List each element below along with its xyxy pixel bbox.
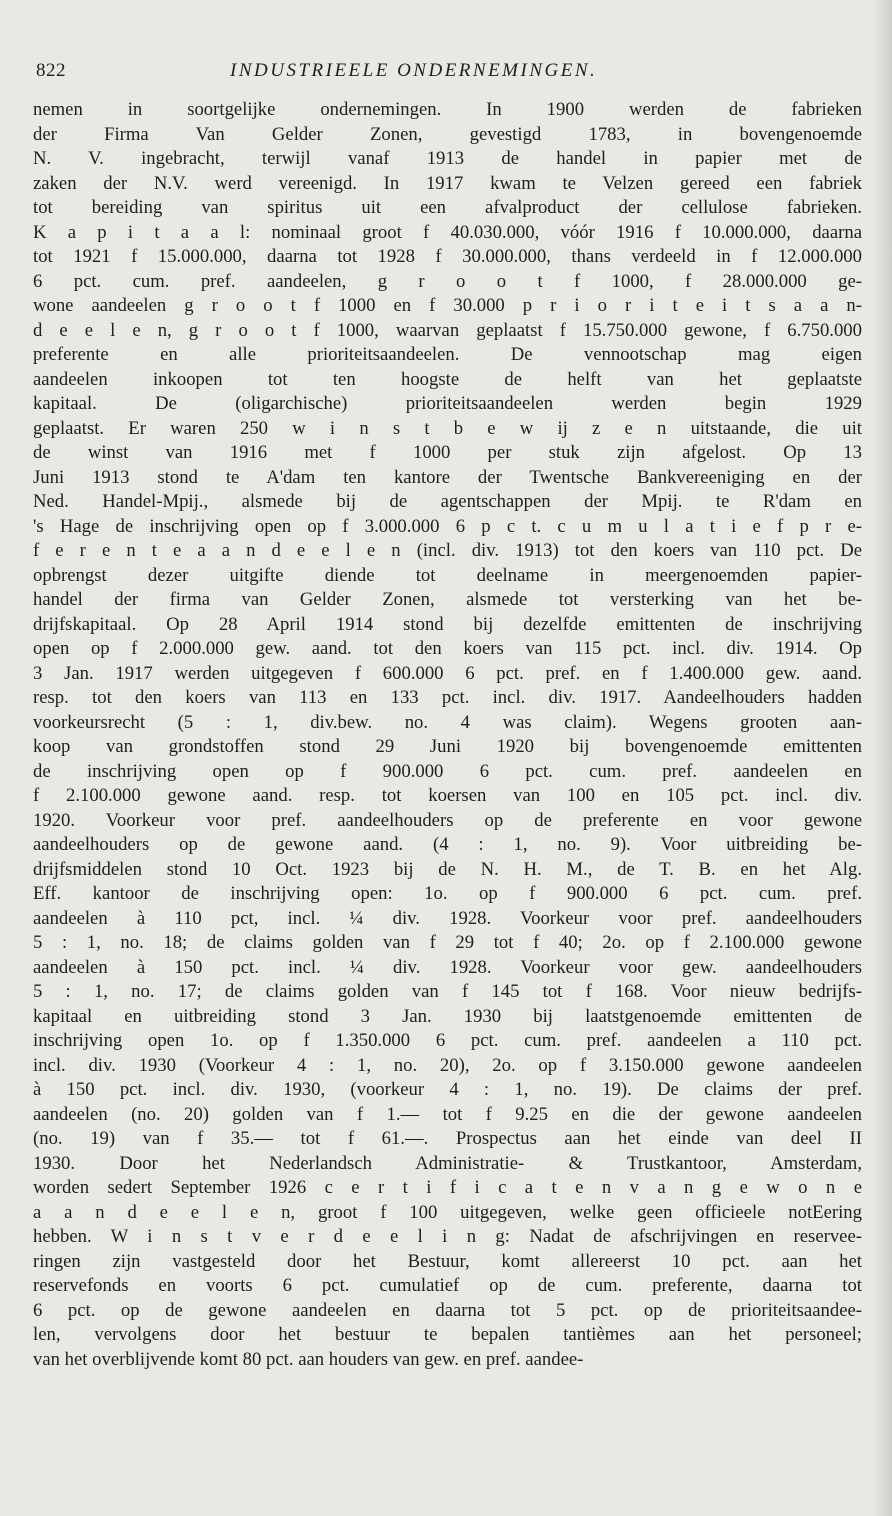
body-text	[33, 98, 862, 1372]
text-line: 5 : 1, no. 18; de claims golden van f 29 tot f 40; 2o. op f 2.100.000 gewone	[33, 932, 862, 953]
text-line: aandeelen inkoopen tot ten hoogste de helft van het geplaatste	[33, 368, 862, 390]
text-line: d e e l e n, g r o o t f 1000, waarvan geplaatst f 15.750.000 gewone, f 6.750.000	[33, 319, 862, 341]
text-line: kapitaal. De (oligarchische) prioriteitsaandeelen werden begin 1929	[33, 393, 862, 414]
text-line: drijfskapitaal. Op 28 April 1914 stond bij dezelfde emittenten de inschrijving	[33, 613, 862, 635]
text-line: geplaatst. Er waren 250 w i n s t b e w ij z e n uitstaande, die uit	[33, 417, 862, 439]
text-line: à 150 pct. incl. div. 1930, (voorkeur 4 : 1, no. 19). De claims der pref.	[33, 1079, 862, 1100]
text-line: inschrijving open 1o. op f 1.350.000 6 pct. cum. pref. aandeelen a 110 pct.	[33, 1030, 862, 1051]
text-line: de winst van 1916 met f 1000 per stuk zijn afgelost. Op 13	[33, 442, 862, 463]
text-line: K a p i t a a l: nominaal groot f 40.030.000, vóór 1916 f 10.000.000, daarna	[33, 221, 862, 243]
text-line: 1920. Voorkeur voor pref. aandeelhouders op de preferente en voor gewone	[33, 809, 862, 831]
text-line: aandeelen à 110 pct, incl. ¼ div. 1928. Voorkeur voor pref. aandeelhouders	[33, 907, 862, 929]
text-line: 5 : 1, no. 17; de claims golden van f 145 tot f 168. Voor nieuw bedrijfs-	[33, 981, 862, 1002]
text-line: tot bereiding van spiritus uit een afvalproduct der cellulose fabrieken.	[33, 197, 862, 218]
text-line: aandeelen (no. 20) golden van f 1.— tot f 9.25 en die der gewone aandeelen	[33, 1103, 862, 1125]
text-line: drijfsmiddelen stond 10 Oct. 1923 bij de N. H. M., de T. B. en het Alg.	[33, 858, 862, 880]
page-header	[36, 60, 856, 86]
text-line: Eff. kantoor de inschrijving open: 1o. op f 900.000 6 pct. cum. pref.	[33, 883, 862, 904]
text-line: 6 pct. op de gewone aandeelen en daarna tot 5 pct. op de prioriteitsaandee-	[33, 1299, 862, 1321]
text-line: f e r e n t e a a n d e e l e n (incl. div. 1913) tot den koers van 110 pct. De	[33, 540, 862, 561]
text-line: aandeelhouders op de gewone aand. (4 : 1, no. 9). Voor uitbreiding be-	[33, 834, 862, 855]
text-line: hebben. W i n s t v e r d e e l i n g: Nadat de afschrijvingen en reservee-	[33, 1226, 862, 1247]
text-line: opbrengst dezer uitgifte diende tot deelname in meergenoemden papier-	[33, 564, 862, 586]
text-line: koop van grondstoffen stond 29 Juni 1920 bij bovengenoemde emittenten	[33, 736, 862, 757]
text-line: reservefonds en voorts 6 pct. cumulatief op de cum. preferente, daarna tot	[33, 1275, 862, 1296]
text-line: resp. tot den koers van 113 en 133 pct. incl. div. 1917. Aandeelhouders hadden	[33, 687, 862, 708]
text-line: worden sedert September 1926 c e r t i f i c a t e n v a n g e w o n e	[33, 1177, 862, 1198]
text-line: N. V. ingebracht, terwijl vanaf 1913 de handel in papier met de	[33, 148, 862, 169]
text-line: der Firma Van Gelder Zonen, gevestigd 1783, in bovengenoemde	[33, 123, 862, 145]
text-line: handel der firma van Gelder Zonen, alsmede tot versterking van het be-	[33, 589, 862, 610]
text-line: aandeelen à 150 pct. incl. ¼ div. 1928. Voorkeur voor gew. aandeelhouders	[33, 956, 862, 978]
text-line: open op f 2.000.000 gew. aand. tot den koers van 115 pct. incl. div. 1914. Op	[33, 638, 862, 659]
text-line: f 2.100.000 gewone aand. resp. tot koersen van 100 en 105 pct. incl. div.	[33, 785, 862, 806]
page-number: 822	[36, 60, 66, 81]
text-line: wone aandeelen g r o o t f 1000 en f 30.000 p r i o r i t e i t s a a n-	[33, 295, 862, 316]
text-line: Ned. Handel-Mpij., alsmede bij de agentschappen der Mpij. te R'dam en	[33, 491, 862, 512]
text-line: Juni 1913 stond te A'dam ten kantore der Twentsche Bankvereeniging en der	[33, 466, 862, 488]
text-line: 6 pct. cum. pref. aandeelen, g r o o t f 1000, f 28.000.000 ge-	[33, 270, 862, 292]
page-edge-shadow	[874, 0, 892, 1516]
text-line: 's Hage de inschrijving open op f 3.000.000 6 p c t. c u m u l a t i e f p r e-	[33, 515, 862, 537]
text-line: len, vervolgens door het bestuur te bepalen tantièmes aan het personeel;	[33, 1324, 862, 1345]
text-line: 1930. Door het Nederlandsch Administratie- & Trustkantoor, Amsterdam,	[33, 1152, 862, 1174]
text-line: voorkeursrecht (5 : 1, div.bew. no. 4 was claim). Wegens grooten aan-	[33, 711, 862, 733]
text-line: a a n d e e l e n, groot f 100 uitgegeven, welke geen officieele notEering	[33, 1201, 862, 1223]
text-line: (no. 19) van f 35.— tot f 61.—. Prospectus aan het einde van deel II	[33, 1128, 862, 1149]
text-line: zaken der N.V. werd vereenigd. In 1917 kwam te Velzen gereed een fabriek	[33, 172, 862, 194]
text-line: 3 Jan. 1917 werden uitgegeven f 600.000 6 pct. pref. en f 1.400.000 gew. aand.	[33, 662, 862, 684]
text-line: kapitaal en uitbreiding stond 3 Jan. 1930 bij laatstgenoemde emittenten de	[33, 1005, 862, 1027]
text-line: nemen in soortgelijke ondernemingen. In 1900 werden de fabrieken	[33, 99, 862, 120]
text-line: van het overblijvende komt 80 pct. aan houders van gew. en pref. aandee-	[33, 1348, 584, 1370]
text-line: ringen zijn vastgesteld door het Bestuur, komt allereerst 10 pct. aan het	[33, 1250, 862, 1272]
text-line: tot 1921 f 15.000.000, daarna tot 1928 f 30.000.000, thans verdeeld in f 12.000.000	[33, 246, 862, 267]
running-head: INDUSTRIEELE ONDERNEMINGEN.	[230, 60, 598, 81]
text-line: preferente en alle prioriteitsaandeelen. De vennootschap mag eigen	[33, 344, 862, 365]
text-line: incl. div. 1930 (Voorkeur 4 : 1, no. 20), 2o. op f 3.150.000 gewone aandeelen	[33, 1054, 862, 1076]
text-line: de inschrijving open op f 900.000 6 pct. cum. pref. aandeelen en	[33, 760, 862, 782]
